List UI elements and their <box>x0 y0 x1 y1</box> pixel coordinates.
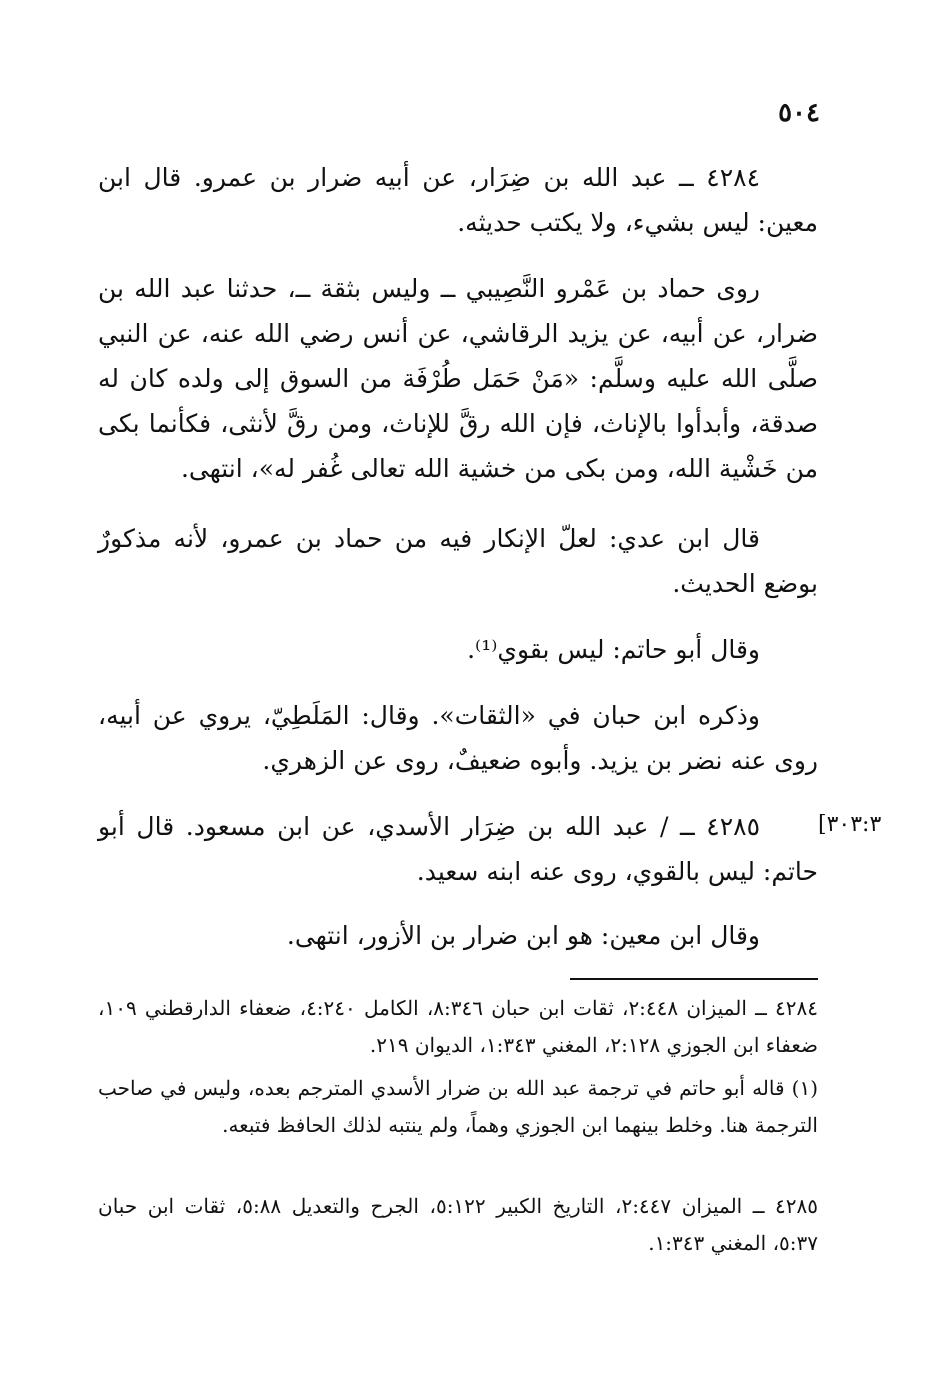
footnote-1: (١) قاله أبو حاتم في ترجمة عبد الله بن ضرار الأسدي المترجم بعده، وليس في صاحب الترجمة هنا. وخلط بينهما ابن الجوزي وهماً، ولم ينتبه لذلك الحافظ فتبعه. <box>98 1076 818 1137</box>
entry-4284-paragraph: ٤٢٨٤ ــ عبد الله بن ضِرَار، عن أبيه ضرار بن عمرو. قال ابن معين: ليس بشيء، ولا يكتب حديثه. <box>98 163 818 237</box>
ibn-hibban-paragraph: وذكره ابن حبان في «الثقات». وقال: المَلَطِيّ، يروي عن أبيه، روى عنه نضر بن يزيد. وأبوه ضعيفٌ، روى عن الزهري. <box>98 701 818 775</box>
ibn-adi-paragraph: قال ابن عدي: لعلّ الإنكار فيه من حماد بن عمرو، لأنه مذكورٌ بوضع الحديث. <box>98 524 818 598</box>
manuscript-margin-reference: [٣٠٣:٣ <box>818 812 882 837</box>
abu-hatim-paragraph: وقال أبو حاتم: ليس بقوي⁽¹⁾. <box>467 635 760 664</box>
footnote-4284-sources: ٤٢٨٤ ــ الميزان ٢:٤٤٨، ثقات ابن حبان ٨:٣٤٦، الكامل ٤:٢٤٠، ضعفاء الدارقطني ١٠٩، ضعفاء ابن الجوزي ٢:١٢٨، المغني ١:٣٤٣، الديوان ٢١٩. <box>98 996 818 1057</box>
footnote-divider <box>570 978 818 980</box>
hadith-narration-paragraph: روى حماد بن عَمْرو النَّصِيبي ــ وليس بثقة ــ، حدثنا عبد الله بن ضرار، عن أبيه، عن يزيد الرقاشي، عن أنس رضي الله عنه، عن النبي صلَّى الله عليه وسلَّم: «مَنْ حَمَل طُرْفَة من السوق إلى ولده كان له صدقة، وأبدأوا بالإناث، فإن الله رقَّ للإناث، ومن رقَّ لأنثى، فكأنما بكى من خَشْية الله، ومن بكى من خشية الله تعالى غُفر له»، انتهى. <box>98 274 818 483</box>
page-number: ٥٠٤ <box>778 98 820 128</box>
footnote-4285-sources: ٤٢٨٥ ــ الميزان ٢:٤٤٧، التاريخ الكبير ٥:١٢٢، الجرح والتعديل ٥:٨٨، ثقات ابن حبان ٥:٣٧، المغني ١:٣٤٣. <box>98 1194 818 1255</box>
ibn-main-paragraph: وقال ابن معين: هو ابن ضرار بن الأزور، انتهى. <box>286 921 760 950</box>
entry-4285-paragraph: ٤٢٨٥ ــ / عبد الله بن ضِرَار الأسدي، عن ابن مسعود. قال أبو حاتم: ليس بالقوي، روى عنه ابنه سعيد. <box>98 812 818 886</box>
